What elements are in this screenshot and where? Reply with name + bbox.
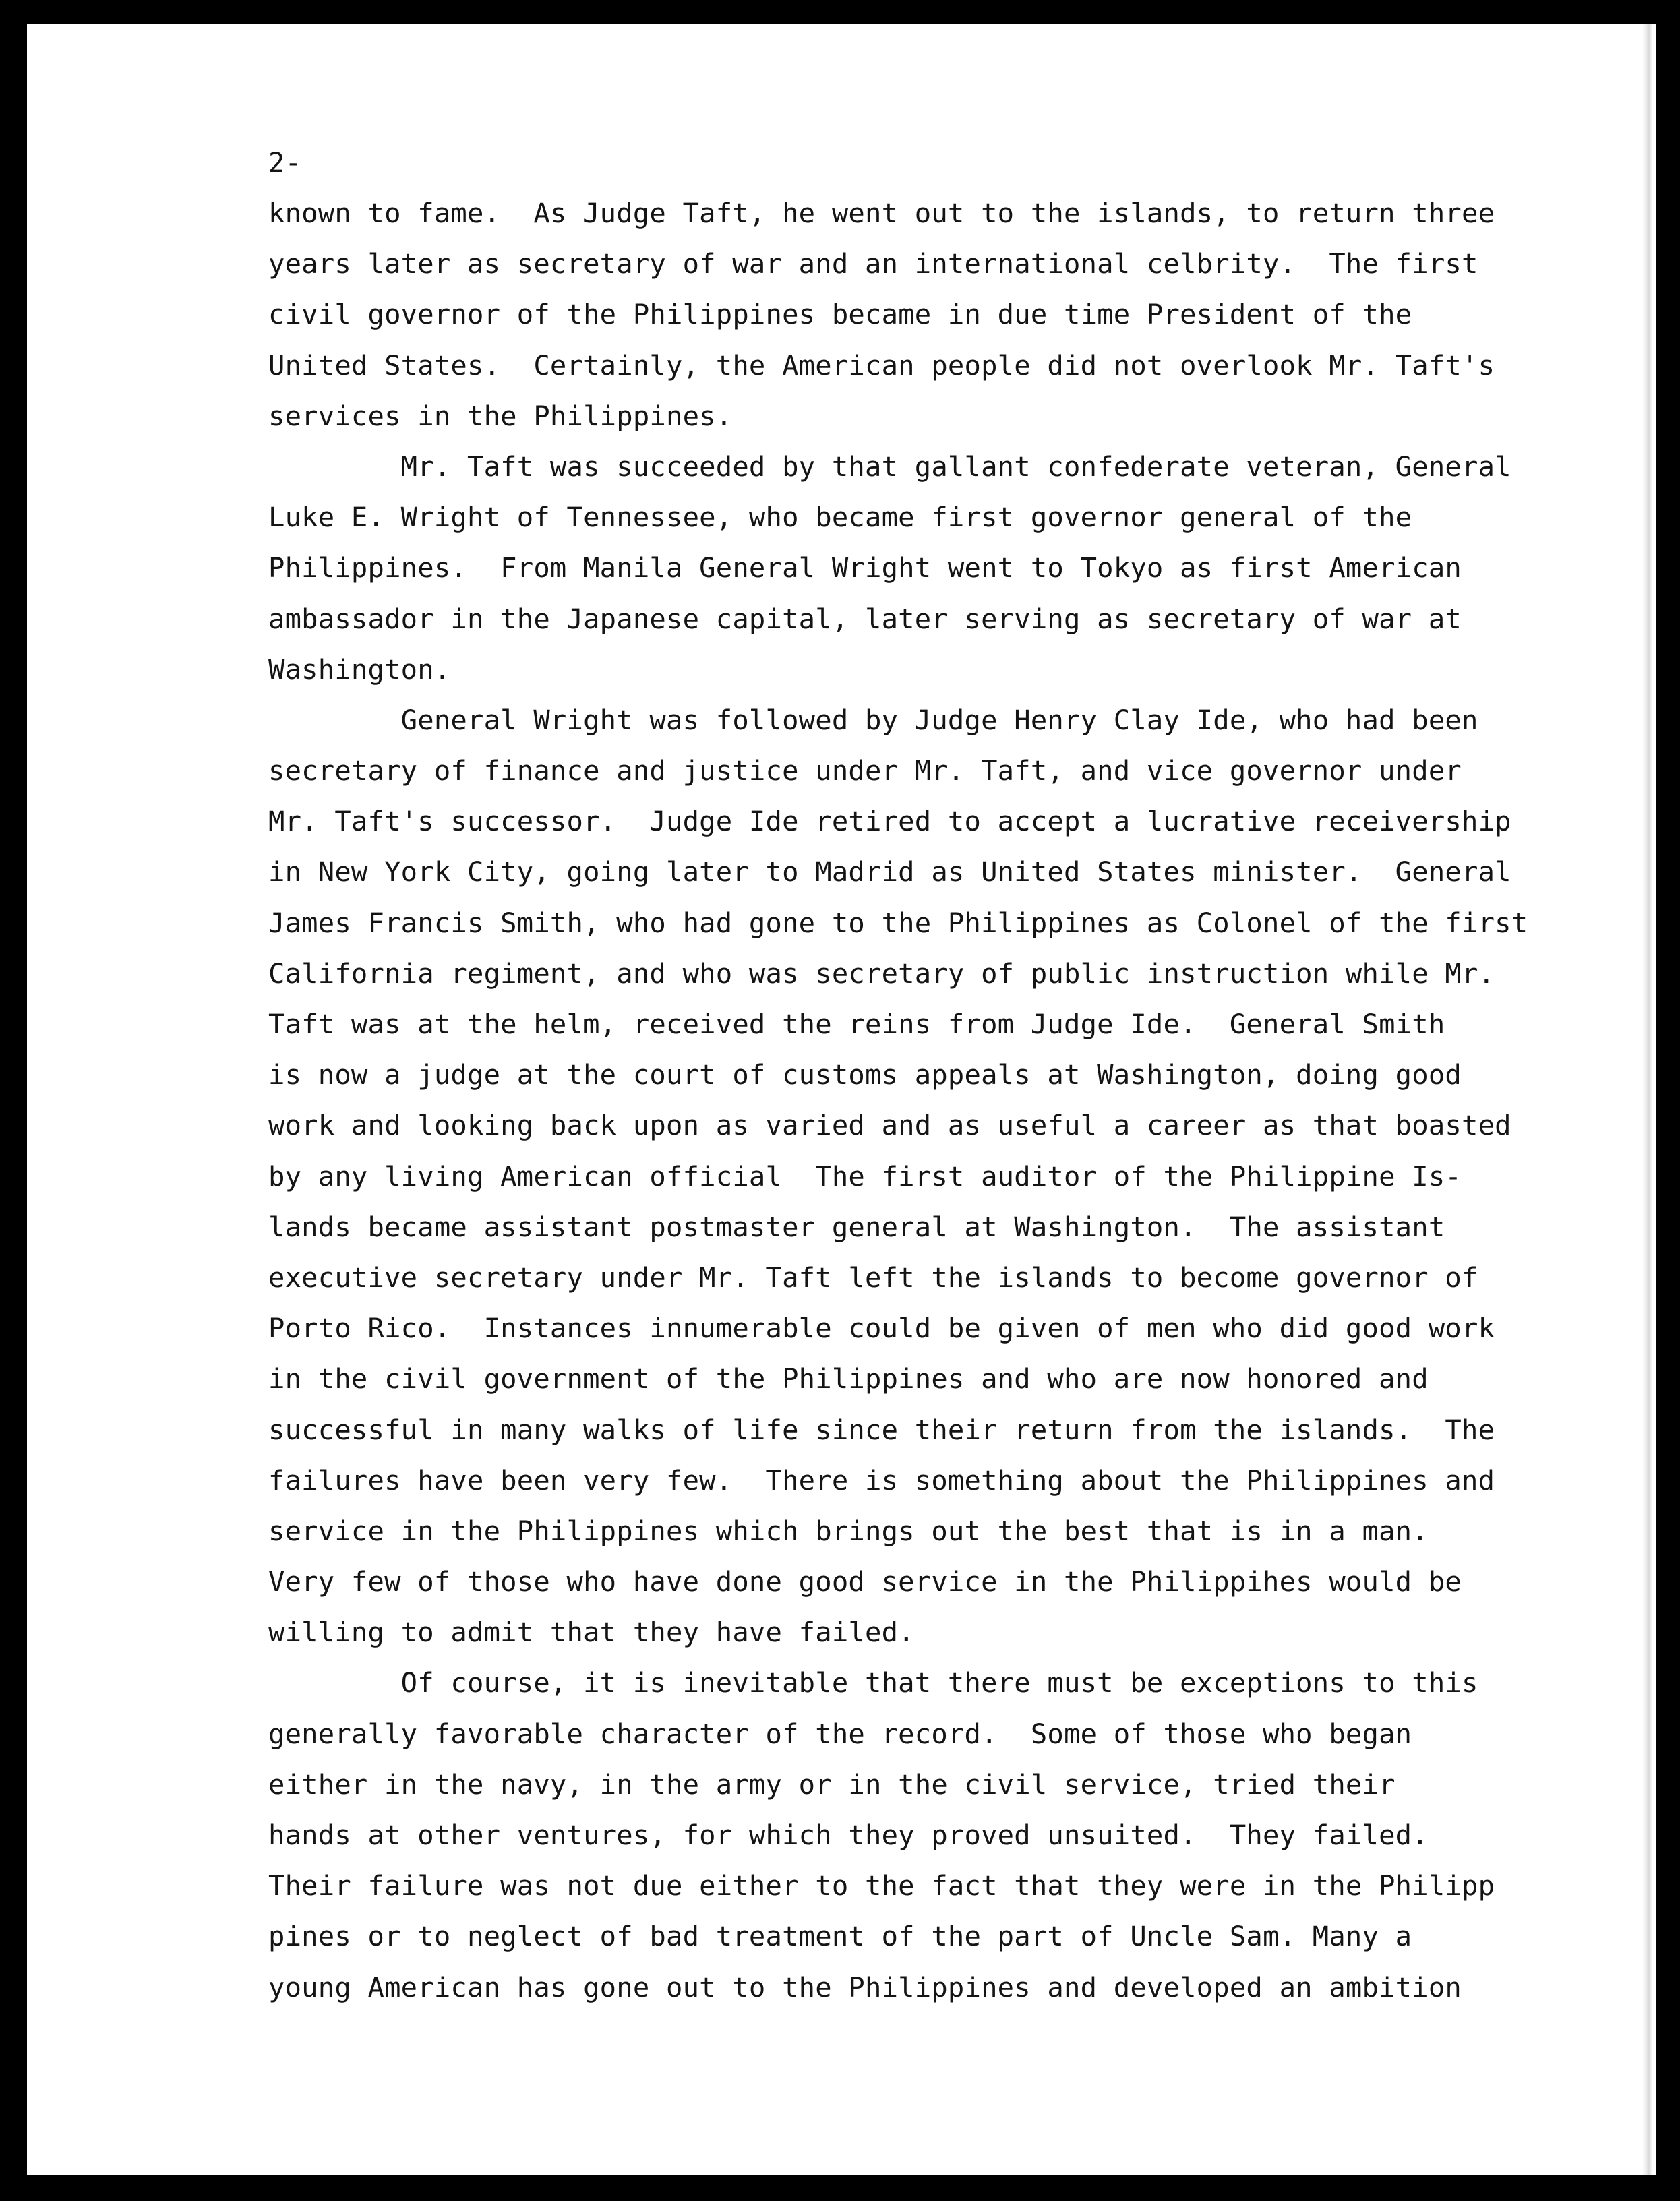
text-line: executive secretary under Mr. Taft left the islands to become governor of: [268, 1261, 1478, 1294]
page-number: 2-: [268, 146, 302, 179]
typed-text-body: [268, 138, 1590, 2013]
text-line: Porto Rico. Instances innumerable could be given of men who did good work: [268, 1312, 1495, 1345]
text-line: Philippines. From Manila General Wright went to Tokyo as first American: [268, 551, 1462, 584]
text-line: California regiment, and who was secretary of public instruction while Mr.: [268, 957, 1495, 990]
text-line: years later as secretary of war and an international celbrity. The first: [268, 247, 1478, 280]
text-line: willing to admit that they have failed.: [268, 1616, 915, 1649]
text-line: Luke E. Wright of Tennessee, who became first governor general of the: [268, 501, 1412, 534]
text-line: Taft was at the helm, received the reins from Judge Ide. General Smith: [268, 1008, 1445, 1040]
text-line: known to fame. As Judge Taft, he went out to the islands, to return three: [268, 197, 1495, 229]
document-page: [27, 24, 1656, 2175]
text-line: services in the Philippines.: [268, 399, 733, 432]
text-line: United States. Certainly, the American people did not overlook Mr. Taft's: [268, 349, 1495, 382]
text-line: service in the Philippines which brings out the best that is in a man.: [268, 1514, 1429, 1547]
text-line: is now a judge at the court of customs appeals at Washington, doing good: [268, 1058, 1462, 1091]
text-line: Mr. Taft was succeeded by that gallant confederate veteran, General: [268, 450, 1511, 483]
text-line: Mr. Taft's successor. Judge Ide retired to accept a lucrative receivership: [268, 805, 1511, 838]
text-line: pines or to neglect of bad treatment of the part of Uncle Sam. Many a: [268, 1920, 1412, 1953]
text-line: generally favorable character of the record. Some of those who began: [268, 1717, 1412, 1750]
text-line: Very few of those who have done good service in the Philippihes would be: [268, 1565, 1462, 1598]
text-line: failures have been very few. There is something about the Philippines and: [268, 1464, 1495, 1497]
text-line: civil governor of the Philippines became in due time President of the: [268, 298, 1412, 331]
text-line: work and looking back upon as varied and as useful a career as that boasted: [268, 1109, 1511, 1142]
page-edge: [1642, 24, 1652, 2175]
text-line: secretary of finance and justice under Mr. Taft, and vice governor under: [268, 754, 1462, 787]
text-line: Of course, it is inevitable that there must be exceptions to this: [268, 1666, 1478, 1699]
text-line: young American has gone out to the Philippines and developed an ambition: [268, 1970, 1462, 2003]
text-line: Their failure was not due either to the fact that they were in the Philipp: [268, 1869, 1495, 1902]
text-line: ambassador in the Japanese capital, later serving as secretary of war at: [268, 602, 1462, 635]
text-line: James Francis Smith, who had gone to the Philippines as Colonel of the first: [268, 906, 1528, 939]
text-line: in the civil government of the Philippines and who are now honored and: [268, 1362, 1429, 1395]
text-line: Washington.: [268, 653, 451, 686]
text-line: either in the navy, in the army or in the civil service, tried their: [268, 1768, 1396, 1801]
text-line: lands became assistant postmaster general at Washington. The assistant: [268, 1210, 1445, 1243]
text-line: hands at other ventures, for which they proved unsuited. They failed.: [268, 1819, 1429, 1851]
text-line: by any living American official The first auditor of the Philippine Is-: [268, 1159, 1462, 1193]
text-line: General Wright was followed by Judge Henry Clay Ide, who had been: [268, 703, 1478, 736]
text-line: successful in many walks of life since their return from the islands. The: [268, 1413, 1495, 1446]
text-line: in New York City, going later to Madrid as United States minister. General: [268, 855, 1511, 888]
